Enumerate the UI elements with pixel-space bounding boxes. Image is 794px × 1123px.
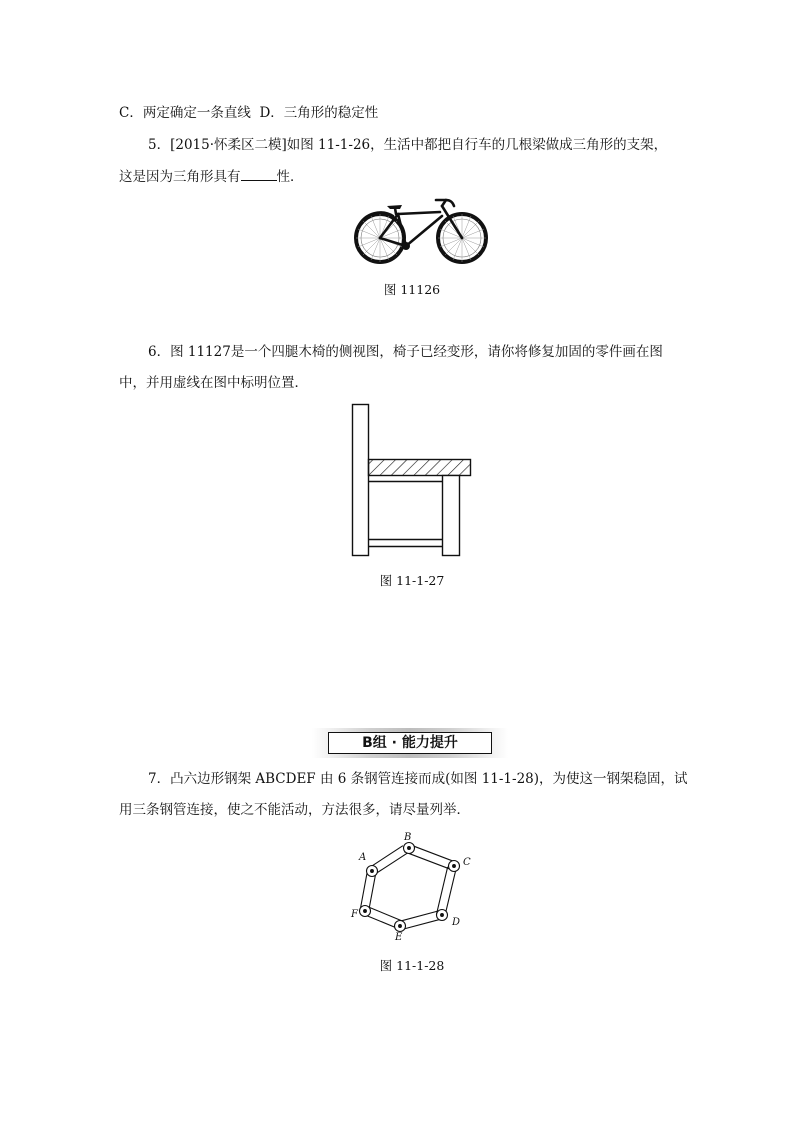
chair-stretcher [369,540,443,547]
section-title: B组 · 能力提升 [328,732,492,754]
q6-line-1: 6．图 11127是一个四腿木椅的侧视图，椅子已经变形，请你将修复加固的零件画在图 [148,344,663,360]
q4-options [119,103,679,123]
q7-line-1: 7．凸六边形钢架 ABCDEF 由 6 条钢管连接而成(如图 11-1-28)，为使这一钢架稳固，试 [148,771,688,787]
figure-caption-11-1-27: 图 11-1-27 [379,573,445,588]
chair-front-leg [443,476,460,556]
svg-text:B: B [404,832,412,843]
q5-line-1: 5．[2015·怀柔区二模]如图 11-1-26，生活中都把自行车的几根梁做成三角形的支架， [148,137,668,153]
bicycle-crank [402,242,410,250]
q4-option-d: D．三角形的稳定性 [259,105,379,121]
q4-option-c: C．两定确定一条直线 [119,105,251,121]
svg-text:A: A [359,852,367,863]
svg-text:C: C [463,857,471,868]
q6-line-2: 中，并用虚线在图中标明位置． [119,375,308,391]
bicycle-saddle [387,205,402,209]
figure-caption-11-1-28: 图 11-1-28 [379,958,445,973]
bicycle-figure [350,192,492,270]
svg-text:F: F [351,909,358,920]
figure-caption-11-1-26: 图 11126 [383,282,441,297]
answer-blank[interactable] [241,166,277,181]
hexagon-frame-figure [345,828,475,944]
section-header [312,725,508,761]
q5-line-2: 这是因为三角形具有 性． [119,166,679,187]
q7-line-2: 用三条钢管连接，使之不能活动，方法很多，请尽量列举． [119,802,470,818]
svg-text:E: E [395,932,403,943]
chair-seat [369,460,471,476]
svg-text:D: D [452,917,461,928]
chair-figure [350,403,474,559]
chair-back [353,405,369,556]
